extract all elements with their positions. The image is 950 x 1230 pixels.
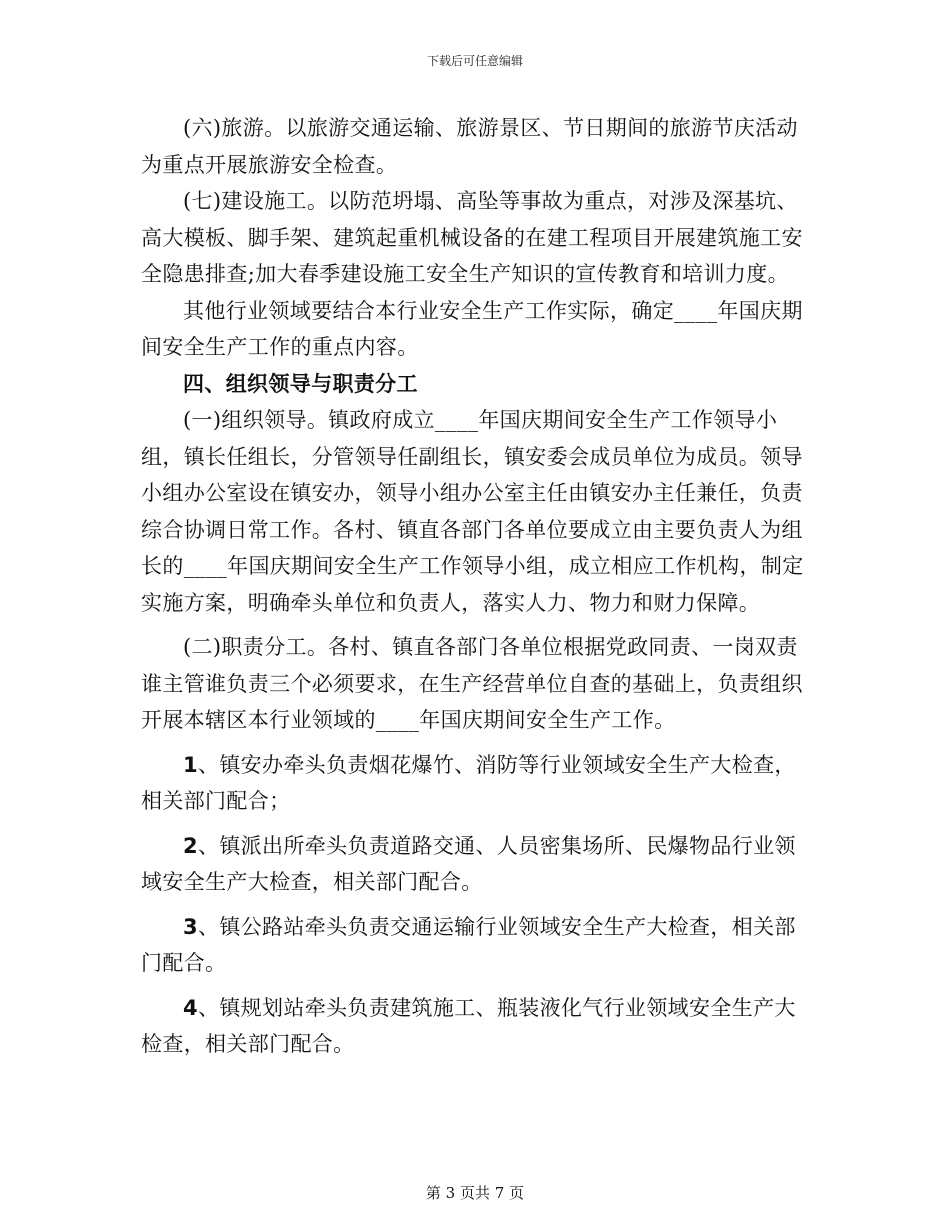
page-header: 下载后可任意编辑: [426, 54, 523, 68]
list-item: [141, 828, 813, 901]
paragraph-responsibilities: (二)职责分工。各村、镇直各部门各单位根据党政同责、一岗双责谁主管谁负责三个必须要求，在生产经营单位自查的基础上，负责组织开展本辖区本行业领域的____年国庆期间安全生产工作。: [141, 635, 803, 732]
item-text: 、镇安办牵头负责烟花爆竹、消防等行业领域安全生产大检查，相关部门配合；: [141, 752, 796, 813]
item-number: 4: [183, 995, 198, 1020]
item-number: 1: [183, 752, 198, 777]
item-number: 2: [183, 833, 198, 858]
paragraph-construction: (七)建设施工。以防范坍塌、高坠等事故为重点，对涉及深基坑、高大模板、脚手架、建筑起重机械设备的在建工程项目开展建筑施工安全隐患排查;加大春季建设施工安全生产知识的宣传教育和培训力度。: [141, 189, 803, 286]
list-item: [141, 990, 813, 1063]
paragraph-organization: (一)组织领导。镇政府成立____年国庆期间安全生产工作领导小组，镇长任组长，分管领导任副组长，镇安委会成员单位为成员。领导小组办公室设在镇安办，领导小组办公室主任由镇安办主任兼任，负责综合协调日常工作。各村、镇直各部门各单位要成立由主要负责人为组长的____年国庆期间安全生产工作领导小组，成立相应工作机构，制定实施方案，明确牵头单位和负责人，落实人力、物力和财力保障。: [141, 408, 804, 615]
page-footer: 第 3 页共 7 页: [425, 1184, 525, 1202]
list-item: [141, 909, 813, 982]
paragraph-tourism: (六)旅游。以旅游交通运输、旅游景区、节日期间的旅游节庆活动为重点开展旅游安全检查。: [141, 116, 798, 177]
item-number: 3: [183, 914, 198, 939]
paragraph-other-industries: 其他行业领域要结合本行业安全生产工作实际，确定____年国庆期间安全生产工作的重点内容。: [141, 298, 803, 359]
section-heading: 四、组织领导与职责分工: [183, 371, 418, 396]
list-item: [141, 747, 813, 820]
item-text: 、镇派出所牵头负责道路交通、人员密集场所、民爆物品行业领域安全生产大检查，相关部门配合。: [141, 833, 796, 894]
item-text: 、镇公路站牵头负责交通运输行业领域安全生产大检查，相关部门配合。: [141, 914, 796, 975]
document-body: [141, 110, 813, 1063]
item-text: 、镇规划站牵头负责建筑施工、瓶装液化气行业领域安全生产大检查，相关部门配合。: [141, 995, 796, 1056]
